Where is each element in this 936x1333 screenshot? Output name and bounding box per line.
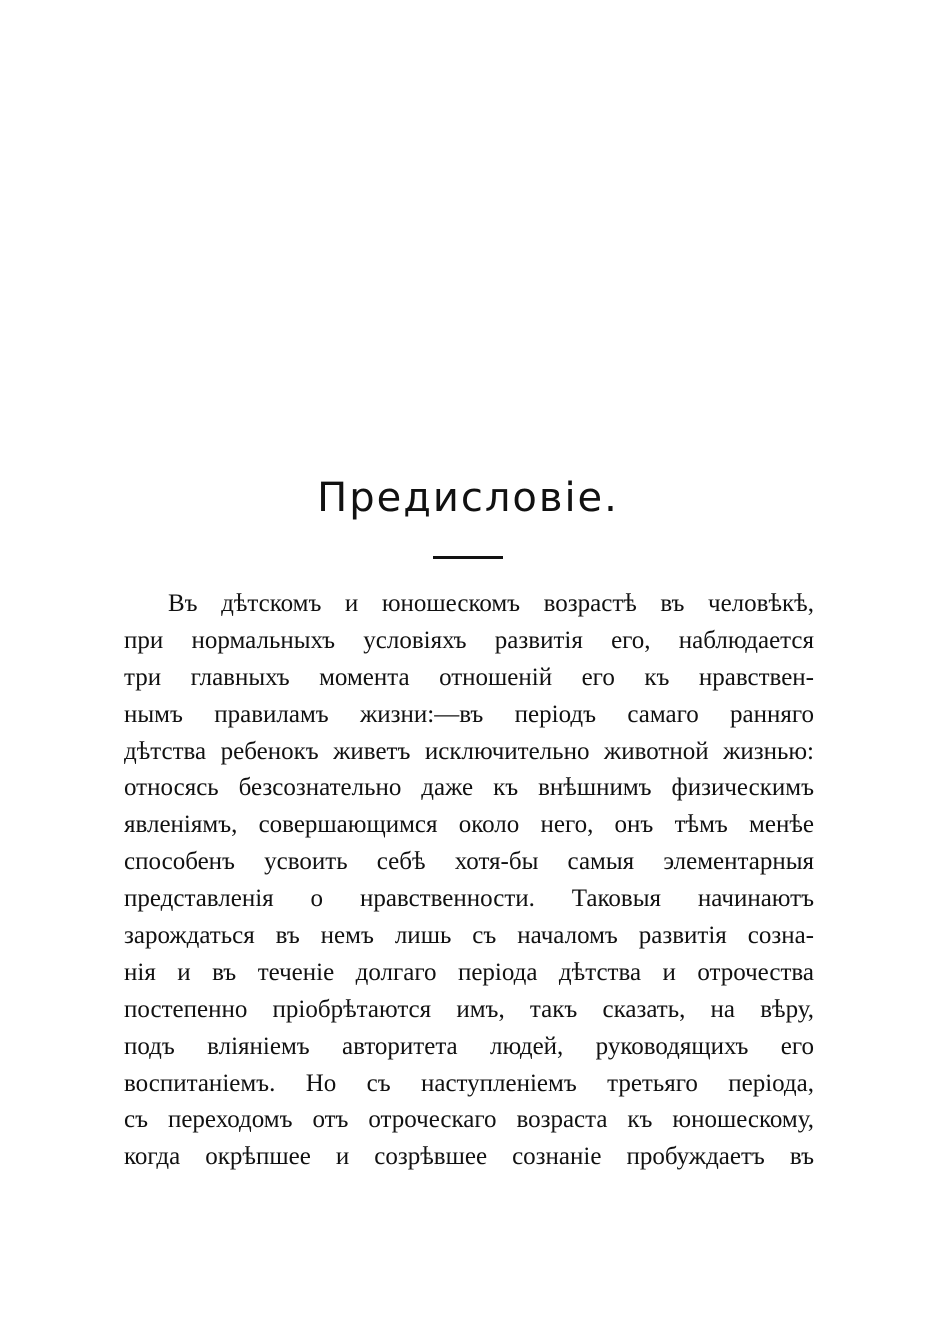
text-line: нія и въ теченіе долгаго періода дѣтства и отрочества xyxy=(124,958,814,986)
text-line: способенъ усвоить себѣ хотя-бы самыя элементарныя xyxy=(124,848,814,876)
text-line: дѣтства ребенокъ живетъ исключительно животной жизнью: xyxy=(124,737,814,765)
preface-paragraph xyxy=(124,586,814,1176)
text-line: явленіямъ, совершающимся около него, онъ тѣмъ менѣе xyxy=(124,811,814,839)
text-line: зарождаться въ немъ лишь съ началомъ развитія созна- xyxy=(124,922,814,950)
text-line: нымъ правиламъ жизни:—въ періодъ самаго ранняго xyxy=(124,700,814,728)
text-line: три главныхъ момента отношеній его къ нравствен- xyxy=(124,663,814,691)
chapter-title: Предисловіе. xyxy=(317,475,619,521)
text-line: съ переходомъ отъ отроческаго возраста къ юношескому, xyxy=(124,1106,814,1134)
text-line: представленія о нравственности. Таковыя начинаютъ xyxy=(124,885,814,913)
text-line: воспитаніемъ. Но съ наступленіемъ третьяго періода, xyxy=(124,1069,814,1097)
text-line: когда окрѣпшее и созрѣвшее сознаніе пробуждаетъ въ xyxy=(124,1143,814,1171)
text-line: постепенно пріобрѣтаются имъ, такъ сказать, на вѣру, xyxy=(124,995,814,1023)
text-line: подъ вліяніемъ авторитета людей, руководящихъ его xyxy=(124,1032,814,1060)
text-line: при нормальныхъ условіяхъ развитія его, наблюдается xyxy=(124,626,814,654)
title-divider xyxy=(433,556,503,559)
text-line: относясь безсознательно даже къ внѣшнимъ физическимъ xyxy=(124,774,814,802)
text-line: Въ дѣтскомъ и юношескомъ возрастѣ въ человѣкѣ, xyxy=(168,590,814,617)
